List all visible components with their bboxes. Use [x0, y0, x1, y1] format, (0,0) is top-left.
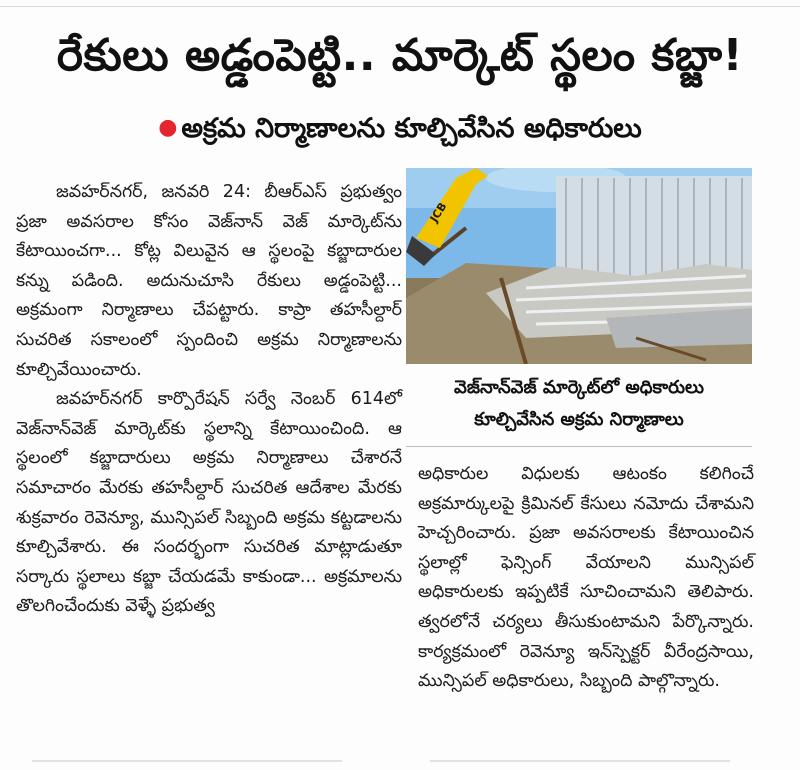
- subheadline-text: అక్రమ నిర్మాణాలను కూల్చివేసిన అధికారులు: [181, 113, 642, 144]
- subheadline: [20, 108, 780, 149]
- caption-line-1: వెజ్‌నాన్‌వెజ్ మార్కెట్‌లో అధికారులు: [454, 377, 704, 398]
- paragraph-3: అధికారుల విధులకు ఆటంకం కలిగించే అక్రమార్కులపై క్రిమినల్ కేసులు నమోదు చేశామని హెచ్చరించారు. ప్రజా అవసరాలకు కేటాయించిన స్థలాల్లో ఫెన్సింగ్ వేయాలని మున్సిపల్ అధికారులకు ఇప్పటికే సూచించామని తెలిపారు. త్వరలోనే చర్యలు తీసుకుంటామని పేర్కొన్నారు. కార్యక్రమంలో రెవెన్యూ ఇన్‌స్పెక్టర్ వీరేంద్రసాయి, మున్సిపల్ అధికారులు, సిబ్బంది పాల్గొన్నారు.: [418, 464, 754, 692]
- paragraph-2: జవహర్‌నగర్ కార్పొరేషన్ సర్వే నెంబర్ 614లో వెజ్‌నాన్‌వెజ్ మార్కెట్‌కు స్థలాన్ని కేటాయించింది. ఆ స్థలంలో కబ్జాదారులు అక్రమ నిర్మాణాలు చేశారనే సమాచారం మేరకు తహసీల్దార్ సుచరిత ఆదేశాల మేరకు శుక్రవారం రెవెన్యూ, మున్సిపల్ సిబ్బంది అక్రమ కట్టడాలను కూల్చివేశారు. ఈ సందర్భంగా సుచరిత మాట్లాడుతూ సర్కారు స్థలాలు కబ్జా చేయడమే కాకుండా... అక్రమాలను తొలగించేందుకు వెళ్ళే ప్రభుత్వ: [16, 389, 402, 617]
- bottom-divider-right: [430, 760, 730, 762]
- article-column-left: [16, 178, 402, 622]
- excavator-label: JCB: [427, 200, 450, 225]
- headline: రేకులు అడ్డంపెట్టి.. మార్కెట్ స్థలం కబ్జా!: [56, 30, 744, 81]
- bottom-divider-left: [32, 760, 342, 762]
- demolition-scene: [406, 168, 752, 364]
- photo-caption: [406, 372, 752, 436]
- caption-divider: [406, 446, 752, 447]
- news-photo: [406, 168, 752, 364]
- top-divider: [0, 6, 800, 7]
- caption-line-2: కూల్చివేసిన అక్రమ నిర్మాణాలు: [474, 409, 684, 430]
- paragraph-1: జవహర్‌నగర్, జనవరి 24: బీఆర్ఎస్ ప్రభుత్వం ప్రజా అవసరాల కోసం వెజ్‌నాన్ వెజ్ మార్కెట్‌ను కేటాయించగా... కోట్ల విలువైన ఆ స్థలంపై కబ్జాదారుల కన్ను పడింది. అదునుచూసి రేకులు అడ్డంపెట్టి... అక్రమంగా నిర్మాణాలు చేపట్టారు. కాప్రా తహసీల్దార్ సుచరిత సకాలంలో స్పందించి అక్రమ నిర్మాణాలను కూల్చివేయించారు.: [16, 182, 402, 380]
- article-column-right: [418, 460, 754, 697]
- bullet-icon: ●: [158, 115, 178, 140]
